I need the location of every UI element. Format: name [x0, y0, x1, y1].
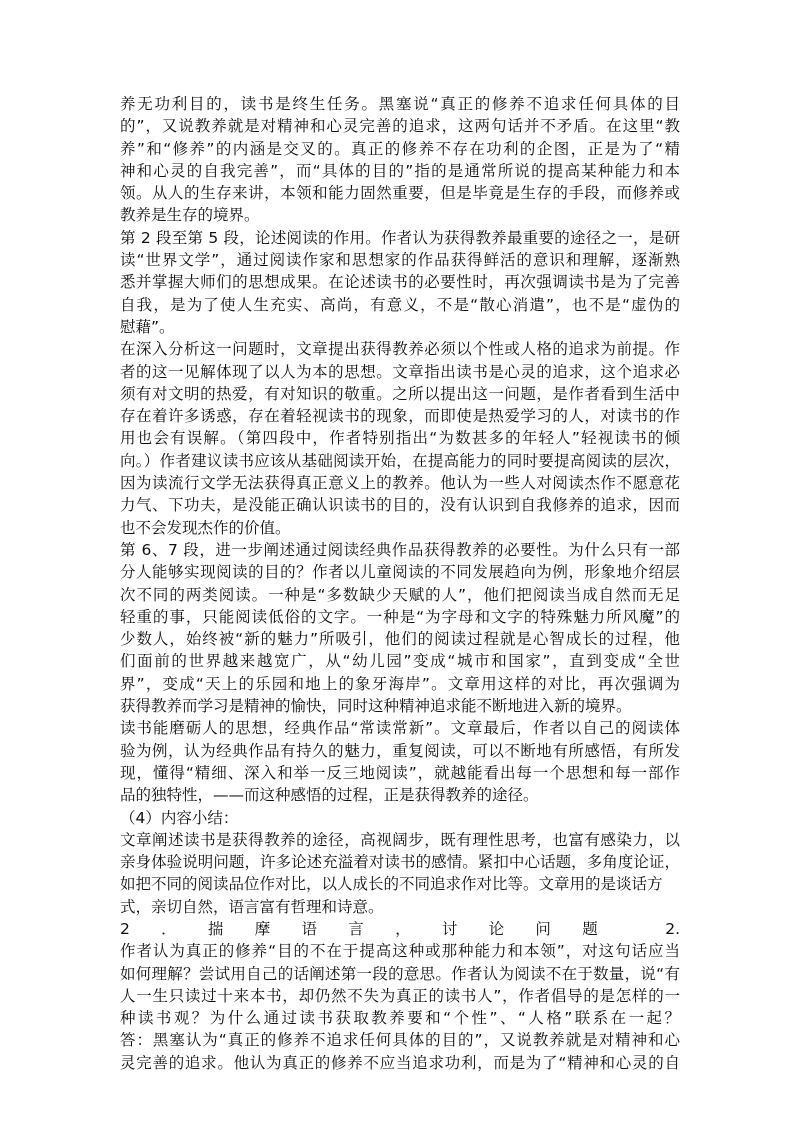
- text-line: 力气、下功夫，是没能正确认识读书的目的，没有认识到自我修养的追求，因而: [120, 496, 680, 515]
- text-line: 文章阐述读书是获得教养的途径，高视阔步，既有理性思考，也富有感染力，以: [120, 830, 680, 849]
- text-line: 验为例，认为经典作品有持久的魅力，重复阅读，可以不断地有所感悟，有所发: [120, 741, 680, 760]
- text-line: 灵完善的追求。他认为真正的修养不应当追求功利，而是为了“精神和心灵的自: [120, 1053, 680, 1072]
- text-line: 在深入分析这一问题时，文章提出获得教养必须以个性或人格的追求为前提。作: [120, 340, 680, 359]
- text-line: 者的这一见解体现了以人为本的思想。文章指出读书是心灵的追求，这个追求必: [120, 362, 680, 381]
- text-line: 教养是生存的境界。: [120, 206, 260, 225]
- text-line: 品的独特性，——而这种感悟的过程，正是获得教养的途径。: [120, 786, 539, 805]
- text-line: 式，亲切自然，语言富有哲理和诗意。: [120, 897, 384, 916]
- text-line: 存在着许多诱惑，存在着轻视读书的现象，而即使是热爱学习的人，对读书的作: [120, 407, 680, 426]
- text-line: 界”，变成“天上的乐园和地上的象牙海岸”。文章用这样的对比，再次强调为: [120, 674, 680, 693]
- text-line: 自我，是为了使人生充实、高尚，有意义，不是“散心消遣”，也不是“虚伪的: [120, 295, 680, 314]
- text-line: 神和心灵的自我完善”，而“具体的目的”指的是通常所说的提高某种能力和本: [120, 161, 680, 180]
- text-line: 第 6、7 段，进一步阐述通过阅读经典作品获得教养的必要性。为什么只有一部: [120, 540, 680, 559]
- text-line: 的”，又说教养就是对精神和心灵完善的追求，这两句话并不矛盾。在这里“教: [120, 117, 680, 136]
- text-line: 少数人，始终被“新的魅力”所吸引，他们的阅读过程就是心智成长的过程，他: [120, 630, 680, 649]
- text-line: 2．揣摩语言，讨论问题 2.: [120, 919, 680, 938]
- text-line: 慰藉”。: [120, 317, 175, 336]
- text-line: 养无功利目的，读书是终生任务。黑塞说“真正的修养不追求任何具体的目: [120, 95, 680, 113]
- text-line: 第 2 段至第 5 段，论述阅读的作用。作者认为获得教养最重要的途径之一，是研: [120, 228, 680, 247]
- text-line: 亲身体验说明问题，许多论述充溢着对读书的感情。紧扣中心话题，多角度论证，: [120, 853, 680, 872]
- text-line: 次不同的两类阅读。一种是“多数缺少天赋的人”，他们把阅读当成自然而无足: [120, 585, 680, 604]
- body-text: [120, 93, 680, 1074]
- text-line: （4）内容小结：: [120, 808, 239, 827]
- text-line: 用也会有误解。（第四段中，作者特别指出“为数甚多的年轻人”轻视读书的倾: [120, 429, 680, 448]
- text-line: 分人能够实现阅读的目的？作者以儿童阅读的不同发展趋向为例，形象地介绍层: [120, 563, 680, 582]
- text-line: 答：黑塞认为“真正的修养不追求任何具体的目的”，又说教养就是对精神和心: [120, 1031, 680, 1050]
- text-line: 轻重的事，只能阅读低俗的文字。一种是“为字母和文字的特殊魅力所风魔”的: [120, 607, 680, 626]
- text-line: 悉并掌握大师们的思想成果。在论述读书的必要性时，再次强调读书是为了完善: [120, 273, 680, 292]
- text-line: 如何理解？尝试用自己的话阐述第一段的意思。作者认为阅读不在于数量，说“有: [120, 964, 680, 983]
- text-line: 种读书观？为什么通过读书获取教养要和“个性”、“人格”联系在一起？: [120, 1009, 680, 1028]
- text-line: 获得教养而学习是精神的愉快，同时这种精神追求能不断地进入新的境界。: [120, 697, 632, 716]
- text-line: 领。从人的生存来讲，本领和能力固然重要，但是毕竟是生存的手段，而修养或: [120, 184, 680, 203]
- text-line: 须有对文明的热爱，有对知识的敬重。之所以提出这一问题，是作者看到生活中: [120, 384, 680, 403]
- text-line: 人一生只读过十来本书，却仍然不失为真正的读书人”，作者倡导的是怎样的一: [120, 986, 680, 1005]
- text-line: 也不会发现杰作的价值。: [120, 518, 291, 537]
- text-line: 作者认为真正的修养“目的不在于提高这种或那种能力和本领”，对这句话应当: [120, 942, 680, 961]
- text-line: 读“世界文学”，通过阅读作家和思想家的作品获得鲜活的意识和理解，逐渐熟: [120, 251, 680, 270]
- text-line: 现，懂得“精细、深入和举一反三地阅读”，就越能看出每一个思想和每一部作: [120, 763, 680, 782]
- text-line: 如把不同的阅读品位作对比，以人成长的不同追求作对比等。文章用的是谈话方: [120, 875, 663, 894]
- text-line: 读书能磨砺人的思想，经典作品“常读常新”。文章最后，作者以自己的阅读体: [120, 719, 680, 738]
- text-line: 养”和“修养”的内涵是交叉的。真正的修养不存在功利的企图，正是为了“精: [120, 139, 680, 158]
- text-line: 因为读流行文学无法获得真正意义上的教养。他认为一些人对阅读杰作不愿意花: [120, 474, 680, 493]
- text-line: 们面前的世界越来越宽广，从“幼儿园”变成“城市和国家”，直到变成“全世: [120, 652, 680, 671]
- text-line: 向。）作者建议读书应该从基础阅读开始，在提高能力的同时要提高阅读的层次，: [120, 451, 680, 470]
